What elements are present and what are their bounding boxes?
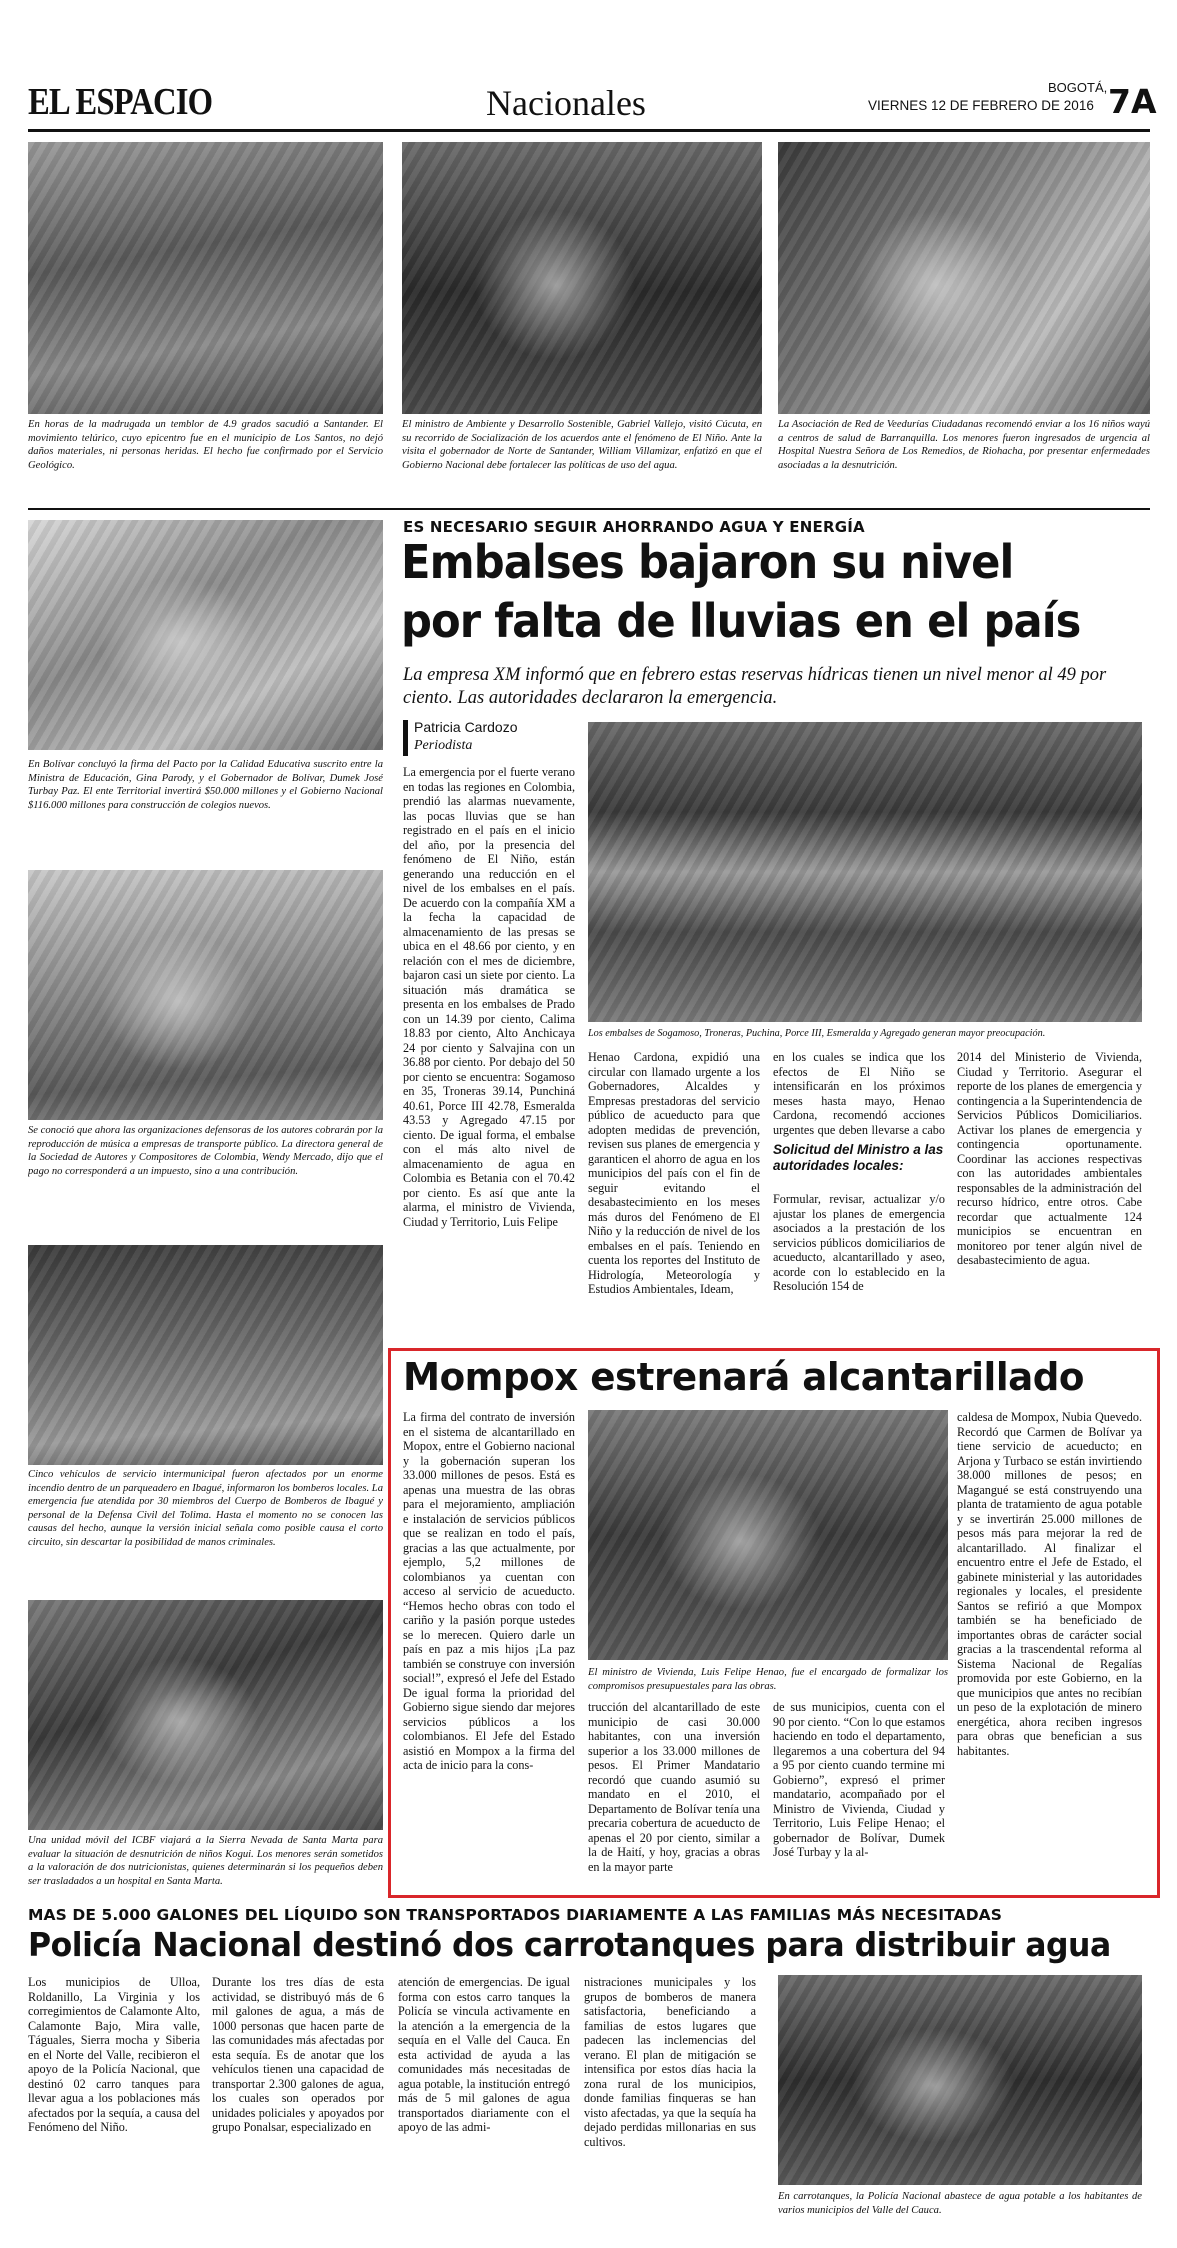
caption-santander: En horas de la madrugada un temblor de 4.9 grados sacudió a Santander. El movimiento telúrico, cuyo epicentro fue en el municipio de Los Santos, no dejó daños materiales, ni personas heridas. El hecho fue confirmado por el Servicio Geológico. <box>28 419 383 471</box>
embalses-kicker: ES NECESARIO SEGUIR AHORRANDO AGUA Y ENERGÍA <box>403 518 865 536</box>
photo-santander-aerial <box>28 142 383 414</box>
embalses-column-2: Henao Cardona, expidió una circular con llamado urgente a los Gobernadores, Alcaldes y Empresas prestadoras del servicio público de acueducto para que adopten medidas de prevención, revisen sus planes de emergencia y garanticen el ahorro de agua en los municipios del país con el fin de seguir evitando el desabastecimiento en los meses más duros del Fenómeno de El Niño y la reducción de nivel de los embalses en el país. Teniendo en cuenta los reportes del Instituto de Hidrología, Meteorología y Estudios Ambientales, Ideam, <box>588 1050 760 1296</box>
policia-column-4: nistraciones municipales y los grupos de bomberos de manera satisfactoria, beneficiando a familias de estos lugares que padecen las inclemencias del verano. El plan de mitigación se intensifica por estos días hacia la zona rural de los municipios, donde familias finqueras se han visto afectadas, ya que la sequía ha dejado perdidas millonarias en sus cultivos. <box>584 1975 756 2149</box>
caption-bus: Se conoció que ahora las organizaciones defensoras de los autores cobrarán por la reproducción de música a empresas de transporte público. La directora general de la Sociedad de Autores y Compositores de Colombia, Wendy Mercado, dijo que el pago no corresponderá a un impuesto, sino a una contribución. <box>28 1125 383 1177</box>
date-label: VIERNES 12 DE FEBRERO DE 2016 <box>868 98 1094 113</box>
section-title: Nacionales <box>486 83 646 123</box>
city-label: BOGOTÁ, <box>1048 80 1108 95</box>
mompox-column-2: trucción del alcantarillado de este municipio de casi 30.000 habitantes, con una inversión superior a los 33.000 millones de pesos. El Primer Mandatario recordó que cuando asumió su mandato en el 2010, el Departamento de Bolívar tenía una precaria cobertura de acueducto de apenas el 20 por ciento, similar a la de Haití, y hoy, gracias a obras en la mayor parte <box>588 1700 760 1874</box>
embalses-headline-2: por falta de lluvias en el país <box>401 594 1081 648</box>
embalses-column-3a: en los cuales se indica que los efectos de El Niño se intensificarán en los próximos meses hasta mayo, Henao Cardona, recomendó acciones urgentes que deben llevarse a cabo <box>773 1050 945 1137</box>
mompox-column-4: caldesa de Mompox, Nubia Quevedo. Recordó que Carmen de Bolívar ya tiene servicio de acueducto; en Arjona y Turbaco se están invirtiendo 38.000 millones de pesos; en Magangué se está construyendo una planta de tratamiento de agua potable y se invertirán 25.000 millones de pesos más para mejorar la red de alcantarillado. Al finalizar el encuentro entre el Jefe de Estado, el gabinete ministerial y las autoridades regionales y locales, el presidente Santos se refirió a que Mompox también se ha beneficiado de importantes obras de carácter social gracias a la trascendental reforma al Sistema Nacional de Regalías promovida por este Gobierno, en la que municipios que antes no recibían un peso de la explotación de minero energética, ahora reciben ingresos para obras que benefician a sus habitantes. <box>957 1410 1142 1758</box>
author-name: Patricia Cardozo <box>414 719 518 735</box>
embalses-headline-1: Embalses bajaron su nivel <box>401 535 1014 589</box>
photo-mompox-minister <box>588 1410 948 1660</box>
page-number: 7A <box>1108 82 1157 121</box>
caption-kogui: Una unidad móvil del ICBF viajará a la Sierra Nevada de Santa Marta para evaluar la situación de desnutrición de niños Kogui. Los menores serán sometidos a la valoración de dos nutricionistas, quienes determinarán si los pequeños deben ser trasladados a un hospital en Santa Marta. <box>28 1835 383 1887</box>
photo-ibague-fire <box>28 1245 383 1465</box>
photo-reservoir <box>588 722 1142 1022</box>
newspaper-logo: EL ESPACIO <box>28 81 213 123</box>
embalses-subhead: Solicitud del Ministro a las autoridades locales: <box>773 1142 944 1173</box>
mompox-headline: Mompox estrenará alcantarillado <box>403 1355 1085 1399</box>
mompox-column-3: de sus municipios, cuenta con el 90 por ciento. “Con lo que estamos haciendo en todo el departamento, llegaremos a una cobertura del 94 a 95 por ciento cuando termine mi Gobierno”, expresó el primer mandatario, acompañado por el Ministro de Vivienda, Ciudad y Territorio, Luis Felipe Henao; el gobernador de Bolívar, Dumek José Turbay y la al- <box>773 1700 945 1859</box>
caption-cucuta: El ministro de Ambiente y Desarrollo Sostenible, Gabriel Vallejo, visitó Cúcuta, en su recorrido de Socialización de los acuerdos ante el fenómeno de El Niño. Ante la visita el gobernador de Norte de Santander, William Villamizar, enfatizó en que el Gobierno Nacional debe fortalecer las políticas de uso del agua. <box>402 419 762 471</box>
policia-column-2: Durante los tres días de esta actividad, se distribuyó más de 6 mil galones de agua, a más de 1000 personas que hacen parte de las comunidades más afectadas por esta sequía. Es de anotar que los vehículos tienen una capacidad de transportar 2.300 galones de agua, los cuales son operados por unidades policiales y apoyados por grupo Ponalsar, especializado en <box>212 1975 384 2134</box>
photo-carrotanque <box>778 1975 1142 2185</box>
byline-bar <box>403 720 408 756</box>
embalses-column-1: La emergencia por el fuerte verano en todas las regiones en Colombia, prendió las alarmas nuevamente, las pocas lluvias que se han registrado en el país en el inicio del año, por la presencia del fenómeno de El Niño, están generando una reducción en el nivel de los embalses en el país. De acuerdo con la compañía XM a la fecha la capacidad de almacenamiento de las presas se ubica en el 48.66 por ciento, y en relación con el mes de diciembre, bajaron casi un siete por ciento. La situación más dramática se presenta en los embalses de Prado con un 14.39 por ciento, Calima 18.83 por ciento, Alto Anchicaya 24 por ciento y Salvajina con un 36.88 por ciento. Por debajo del 50 por ciento se encuentra: Sogamoso en 35, Troneras 39.14, Punchiná 40.61, Porce III 42.78, Esmeralda 43.53 y Agregado 47.15 por ciento. De igual forma, el embalse con el más alto nivel de almacenamiento de agua en Colombia es Betania con el 70.42 por ciento. Es así que ante la alarma, el ministro de Vivienda, Ciudad y Territorio, Luis Felipe <box>403 765 575 1229</box>
masthead-rule <box>28 129 1150 132</box>
policia-headline: Policía Nacional destinó dos carrotanques para distribuir agua <box>28 1925 1111 1964</box>
caption-fire: Cinco vehículos de servicio intermunicipal fueron afectados por un enorme incendio dentro de un parqueadero en Ibagué, informaron los bomberos locales. La emergencia fue atendida por 30 miembros del Cuerpo de Bomberos de Ibagué y personal de la Defensa Civil del Tolima. Hasta el momento no se conocen las causas del hecho, aunque la versión inicial señala como posible causa el corto circuito, sin descartar la posibilidad de manos criminales. <box>28 1469 383 1548</box>
caption-wayu: La Asociación de Red de Veedurías Ciudadanas recomendó enviar a los 16 niños wayú a centros de salud de Barranquilla. Los menores fueron ingresados de urgencia al Hospital Nuestra Señora de Los Remedios, de Riohacha, por presentar enfermedades asociadas a la desnutrición. <box>778 419 1150 471</box>
photo-wayu-child <box>778 142 1150 414</box>
top-photos-rule <box>28 508 1150 510</box>
policia-column-1: Los municipios de Ulloa, Roldanillo, La Virginia y los corregimientos de Calamonte Alto, Calamonte Bajo, Mira valle, Táguales, Sierra mocha y Siberia en el Norte del Valle, recibieron el apoyo de la Policía Nacional, que destinó 02 carro tanques para llevar agua a los poblaciones más afectados por la sequía, a causa del Fenómeno del Niño. <box>28 1975 200 2134</box>
caption-reservoir: Los embalses de Sogamoso, Troneras, Puchina, Porce III, Esmeralda y Agregado generan mayor preocupación. <box>588 1028 1046 1039</box>
caption-carrotanque: En carrotanques, la Policía Nacional abastece de agua potable a los habitantes de varios municipios del Valle del Cauca. <box>778 2191 1142 2216</box>
photo-bus <box>28 870 383 1120</box>
embalses-deck: La empresa XM informó que en febrero estas reservas hídricas tienen un nivel menor al 49 por ciento. Las autoridades declararon la emergencia. <box>403 665 1107 708</box>
photo-kogui-children <box>28 1600 383 1830</box>
policia-kicker: MAS DE 5.000 GALONES DEL LÍQUIDO SON TRANSPORTADOS DIARIAMENTE A LAS FAMILIAS MÁS NECESITADAS <box>28 1906 1003 1924</box>
photo-bolivar-pact <box>28 520 383 750</box>
policia-column-3: atención de emergencias. De igual forma con estos carro tanques la Policía se vincula activamente en la atención a la emergencia de la sequía en el Valle del Cauca. En esta actividad de ayuda a las comunidades más necesitadas de agua potable, la institución entregó más de 5 mil galones de agua transportados diariamente con el apoyo de las admi- <box>398 1975 570 2134</box>
caption-bolivar: En Bolívar concluyó la firma del Pacto por la Calidad Educativa suscrito entre la Ministra de Educación, Gina Parody, y el Gobernador de Bolívar, Dumek José Turbay Paz. El ente Territorial invertirá $50.000 millones y el Gobierno Nacional $116.000 millones para construcción de colegios nuevos. <box>28 759 383 811</box>
author-role: Periodista <box>414 738 473 753</box>
embalses-column-3b: Formular, revisar, actualizar y/o ajustar los planes de emergencia asociados a la prestación de los servicios públicos domiciliarios de acueducto, alcantarillado y aseo, acorde con lo establecido en la Resolución 154 de <box>773 1192 945 1293</box>
mompox-column-1: La firma del contrato de inversión en el sistema de alcantarillado en Mopox, entre el Gobierno nacional y la gobernación superan los 33.000 millones de pesos. Está es apenas una muestra de las obras para el mejoramiento, ampliación e instalación de servicios públicos que se realizan en todo el país, gracias a las que actualmente, por ejemplo, 5,2 millones de colombianos ya cuentan con acceso al servicio de acueducto. “Hemos hecho obras con todo el cariño y la pasión porque ustedes se lo merecen. Quiero darle un país en paz a mis hijos ¡La paz también se construye con inversión social!”, expresó el Jefe del Estado De igual forma la prioridad del Gobierno sigue siendo dar mejores servicios públicos a los colombianos. El Jefe del Estado asistió en Mompox a la firma del acta de inicio para la cons- <box>403 1410 575 1772</box>
caption-mompox: El ministro de Vivienda, Luis Felipe Henao, fue el encargado de formalizar los compromisos presupuestales para las obras. <box>588 1667 948 1692</box>
photo-minister-cucuta <box>402 142 762 414</box>
masthead <box>28 78 1157 128</box>
embalses-column-4: 2014 del Ministerio de Vivienda, Ciudad y Territorio. Asegurar el reporte de los planes de emergencia y contingencia a la Superintendencia de Servicios Públicos Domiciliarios. Activar los planes de emergencia y contingencia oportunamente. Coordinar las acciones respectivas con las autoridades ambientales responsables de la administración del recurso hídrico, entre otros. Cabe recordar que actualmente 124 municipios se encuentran en monitoreo por tener algún nivel de desabastecimiento de agua. <box>957 1050 1142 1267</box>
